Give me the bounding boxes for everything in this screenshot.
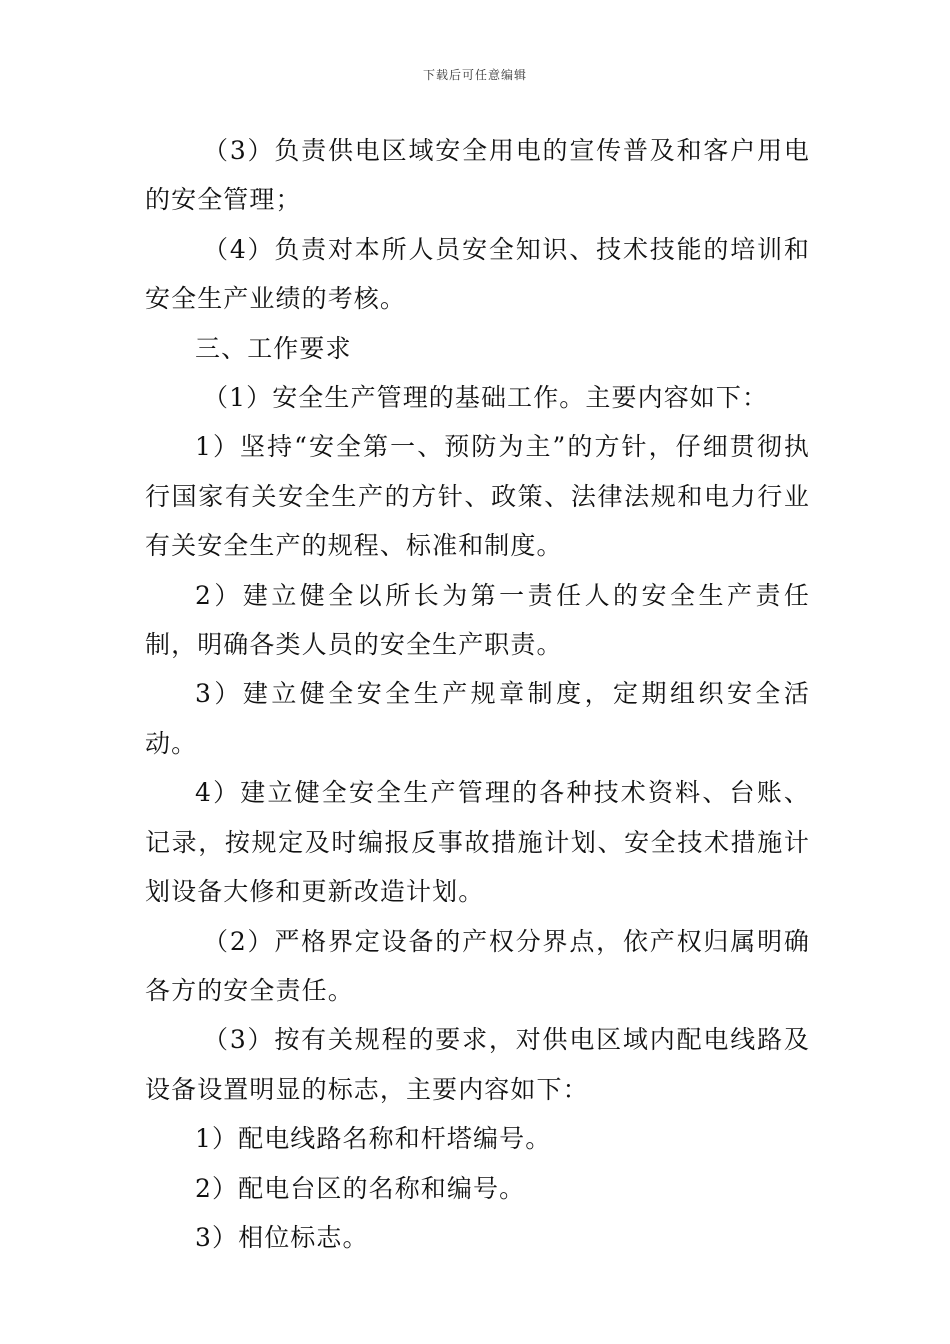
paragraph-marker-1: 1）配电线路名称和杆塔编号。 bbox=[195, 1124, 552, 1154]
paragraph-item-3: （3）负责供电区域安全用电的宣传普及和客户用电的安全管理； bbox=[145, 136, 810, 215]
section-heading: 三、工作要求 bbox=[195, 333, 352, 363]
paragraph-subitem-1: 1）坚持“安全第一、预防为主”的方针，仔细贯彻执行国家有关安全生产的方针、政策、法律法规和电力行业有关安全生产的规程、标准和制度。 bbox=[145, 432, 810, 561]
document-body bbox=[145, 126, 810, 1262]
paragraph-item-4: （4）负责对本所人员安全知识、技术技能的培训和安全生产业绩的考核。 bbox=[145, 234, 810, 314]
paragraph-subitem-3: 3）建立健全安全生产规章制度，定期组织安全活动。 bbox=[145, 679, 810, 758]
page-header: 下载后可任意编辑 bbox=[422, 68, 527, 82]
paragraph-requirement-3: （3）按有关规程的要求，对供电区域内配电线路及设备设置明显的标志，主要内容如下： bbox=[145, 1025, 810, 1104]
paragraph-marker-3: 3）相位标志。 bbox=[195, 1222, 369, 1252]
paragraph-requirement-1: （1）安全生产管理的基础工作。主要内容如下： bbox=[203, 383, 769, 413]
paragraph-subitem-4: 4）建立健全安全生产管理的各种技术资料、台账、记录，按规定及时编报反事故措施计划、安全技术措施计划设备大修和更新改造计划。 bbox=[145, 778, 810, 907]
paragraph-requirement-2: （2）严格界定设备的产权分界点，依产权归属明确各方的安全责任。 bbox=[145, 926, 810, 1005]
paragraph-marker-2: 2）配电台区的名称和编号。 bbox=[195, 1173, 526, 1203]
paragraph-subitem-2: 2）建立健全以所长为第一责任人的安全生产责任制，明确各类人员的安全生产职责。 bbox=[145, 580, 810, 660]
